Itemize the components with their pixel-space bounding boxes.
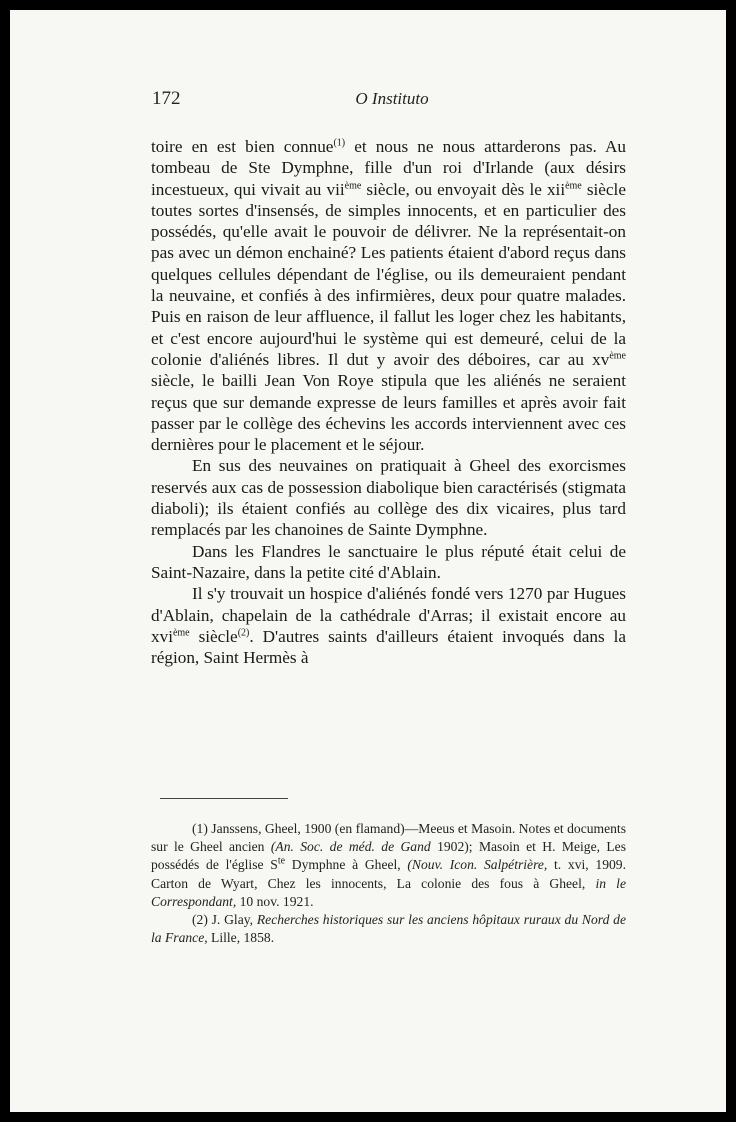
- paragraph: Dans les Flandres le sanctuaire le plus réputé était celui de Saint-Nazaire, dans la petite cité d'Ablain.: [151, 541, 626, 582]
- text-run: Il s'y trouvait un hospice d'aliénés fondé vers 1270 par Hugues d'Ablain, chapelain de la cathédrale d'Arras; il existait encore au xvi: [151, 584, 626, 646]
- ordinal-suffix: ème: [565, 179, 582, 191]
- footnote-ref: (2): [237, 627, 250, 639]
- footnote-divider: [160, 798, 288, 799]
- main-text: [151, 136, 626, 668]
- footnote: [151, 820, 626, 911]
- footnote-ref: (1): [333, 137, 346, 149]
- paragraph: [151, 583, 626, 668]
- running-title: O Instituto: [355, 89, 429, 108]
- text-run: siècle, ou envoyait dès le xii: [361, 179, 566, 199]
- ordinal-suffix: ème: [609, 350, 626, 362]
- italic-run: Recherches historiques sur les anciens hôpitaux ruraux du Nord de la France,: [151, 912, 626, 946]
- footnote: [151, 911, 626, 947]
- italic-run: (An. Soc. de méd. de Gand: [270, 839, 431, 855]
- ordinal-suffix: ème: [172, 627, 190, 639]
- text-run: (1) Janssens, Gheel, 1900 (en flamand)—Meeus et Masoin. Notes et documents sur le Gheel ancien: [151, 821, 626, 855]
- text-run: 10 nov. 1921.: [236, 893, 314, 909]
- superscript: te: [277, 855, 286, 867]
- text-run: siècle: [189, 626, 238, 646]
- text-run: . D'autres saints d'ailleurs étaient invoqués dans la région, Saint Hermès à: [151, 626, 626, 668]
- document-page: [10, 10, 726, 1112]
- text-run: t. xvi, 1909. Carton de Wyart, Chez les innocents, La colonie des fous à Gheel,: [151, 857, 626, 891]
- text-run: siècle toutes sortes d'insensés, de simples innocents, et en particulier des possédés, qu'elle avait le pouvoir de délivrer. Ne la représentait-on pas avec un démon enchainé? Les patients étaient d'abord reçus dans quelques cellules dépendant de l'église, ou ils demeuraient pendant la neuvaine, et confiés à des infirmières, deux pour quatre malades. Puis en raison de leur affluence, il fallut les loger chez les habitants, et c'est encore aujourd'hui le système qui est demeuré, celui de la colonie d'aliénés libres. Il dut y avoir des déboires, car au xv: [151, 179, 626, 369]
- text-run: 1902); Masoin et H. Meige, Les possédés de l'église S: [151, 839, 626, 873]
- text-run: Lille, 1858.: [207, 930, 275, 946]
- paragraph: [151, 136, 626, 455]
- italic-run: (Nouv. Icon. Salpétrière,: [407, 857, 548, 873]
- page-number: 172: [152, 88, 181, 109]
- page-header: [152, 88, 632, 112]
- footnotes: [151, 820, 626, 947]
- text-run: et nous ne nous attarderons pas. Au tombeau de Ste Dymphne, fille d'un roi d'Irlande (aux désirs incestueux, qui vivait au vii: [151, 137, 626, 199]
- italic-run: in le Correspondant,: [151, 875, 626, 909]
- text-run: Dymphne à Gheel,: [285, 857, 408, 873]
- text-run: toire en est bien connue: [151, 137, 334, 156]
- ordinal-suffix: ème: [344, 179, 362, 191]
- text-run: siècle, le bailli Jean Von Roye stipula que les aliénés ne seraient reçus que sur demande expresse de leurs familles et après avoir fait passer par le collège des échevins les accords interviennent avec ces dernières pour le placement et le séjour.: [151, 371, 626, 455]
- text-run: (2) J. Glay,: [192, 912, 257, 928]
- paragraph: En sus des neuvaines on pratiquait à Gheel des exorcismes reservés aux cas de possession diabolique bien caractérisés (stigmata diaboli); ils étaient confiés au collège des dix vicaires, plus tard remplacés par les chanoines de Sainte Dymphne.: [151, 456, 626, 540]
